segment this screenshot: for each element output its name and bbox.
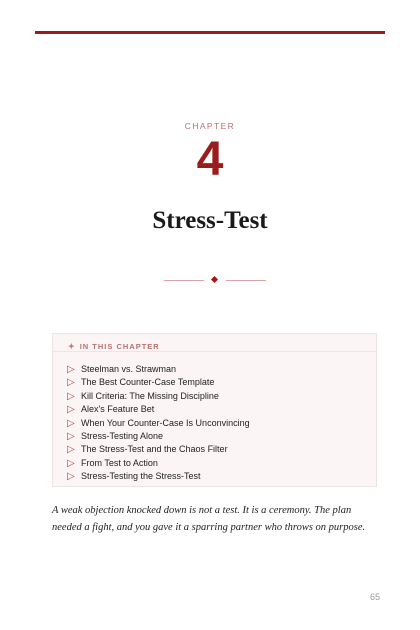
contents-header-label: IN THIS CHAPTER [79, 342, 160, 351]
contents-item[interactable]: ▷ Steelman vs. Strawman [67, 364, 177, 375]
triangle-right-icon: ▷ [67, 417, 75, 429]
diamond-icon [211, 276, 218, 283]
triangle-right-icon: ▷ [67, 364, 75, 375]
triangle-right-icon: ▷ [67, 390, 75, 402]
triangle-right-icon: ▷ [67, 377, 75, 389]
contents-item[interactable]: ▷ From Test to Action [67, 457, 158, 469]
ornament-line-left [164, 280, 204, 281]
contents-item[interactable]: ▷ Kill Criteria: The Missing Discipline [67, 390, 219, 402]
top-rule [35, 31, 385, 34]
triangle-right-icon: ▷ [67, 457, 75, 469]
chapter-contents-box [52, 333, 377, 487]
triangle-right-icon: ▷ [67, 404, 75, 416]
contents-item[interactable]: ▷ Stress-Testing the Stress-Test [67, 471, 201, 483]
contents-divider [53, 351, 376, 352]
contents-list [67, 363, 250, 484]
title-ornament [164, 274, 266, 286]
chapter-label: CHAPTER [184, 121, 236, 131]
sparkle-icon: ✦ [68, 342, 76, 351]
triangle-right-icon: ▷ [67, 444, 75, 456]
contents-item[interactable]: ▷ The Stress-Test and the Chaos Filter [67, 444, 228, 456]
contents-item[interactable]: ▷ When Your Counter-Case Is Unconvincing [67, 417, 250, 429]
contents-item[interactable]: ▷ Alex's Feature Bet [67, 404, 155, 416]
contents-item[interactable]: ▷ The Best Counter-Case Template [67, 377, 215, 389]
triangle-right-icon: ▷ [67, 430, 75, 442]
contents-item[interactable]: ▷ Stress-Testing Alone [67, 430, 164, 442]
page-number: 65 [369, 592, 380, 602]
ornament-line-right [226, 280, 266, 281]
chapter-number: 4 [196, 133, 224, 186]
chapter-title: Stress-Test [152, 207, 268, 234]
epigraph: A weak objection knocked down is not a test. It is a ceremony. The plan needed a fight, and you gave it a sparring partner who throws on purpose. [52, 505, 366, 533]
triangle-right-icon: ▷ [67, 471, 75, 483]
